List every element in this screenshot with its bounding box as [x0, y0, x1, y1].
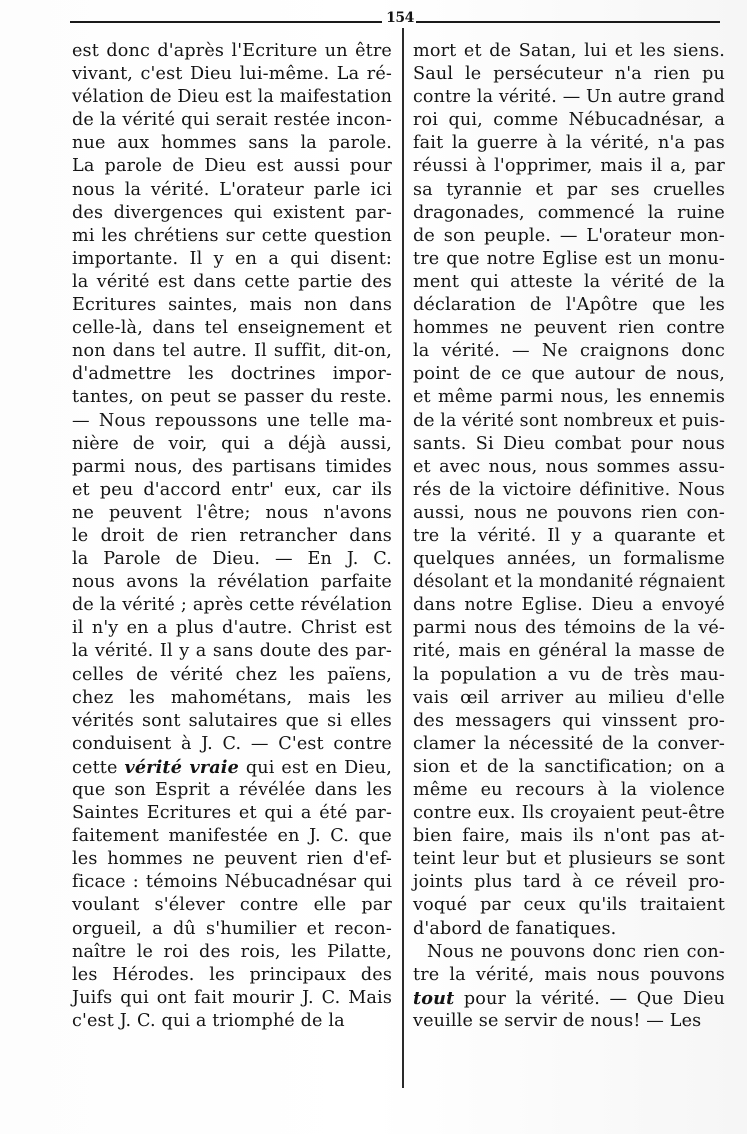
text-line	[413, 987, 725, 1010]
text-line: voulant s'élever contre elle par	[72, 895, 392, 916]
text-line	[72, 756, 392, 779]
text-line: vélation de Dieu est la maifestation	[72, 87, 393, 108]
text-line: rité, mais en général la masse de	[413, 641, 725, 662]
text-line: joints plus tard à ce réveil pro-	[413, 872, 725, 893]
text-line: vérités sont salutaires que si elles	[72, 710, 392, 731]
text-line: aussi, nous ne pouvons rien con-	[413, 502, 725, 523]
text-line: bien faire, mais ils n'ont pas at-	[413, 826, 725, 847]
header-rule-right	[416, 21, 720, 23]
text-line: teint leur but et plusieurs se sont	[413, 849, 725, 870]
text-line: Saul le persécuteur n'a rien pu	[413, 64, 725, 85]
text-line: Juifs qui ont fait mourir J. C. Mais	[72, 987, 392, 1008]
text-line: veuille se servir de nous! — Les	[413, 1010, 702, 1031]
text-line: sion et de la sanctification; on a	[413, 756, 725, 777]
text-line: ne peuvent l'être; nous n'avons	[72, 502, 392, 523]
page-number: 154	[386, 10, 414, 26]
text-line: nière de voir, qui a déjà aussi,	[72, 433, 392, 454]
text-run: pour la vérité. — Que Dieu	[454, 988, 725, 1009]
text-line: nue aux hommes sans la parole.	[72, 133, 392, 154]
text-line: le droit de rien retrancher dans	[72, 525, 392, 546]
text-line: de la vérité sont nombreux et puis-	[413, 410, 726, 431]
text-line: la population a vu de très mau-	[413, 664, 725, 685]
text-line: sants. Si Dieu combat pour nous	[413, 433, 725, 454]
text-line: — Nous repoussons une telle ma-	[72, 410, 392, 431]
text-line: vivant, c'est Dieu lui-même. La ré-	[72, 64, 392, 85]
left-column	[72, 40, 392, 1033]
text-line: il n'y en a plus d'autre. Christ est	[72, 618, 392, 639]
text-line: Ecritures saintes, mais non dans	[72, 295, 392, 316]
text-line: clamer la nécessité de la conver-	[413, 733, 725, 754]
text-line: orgueil, a dû s'humilier et recon-	[72, 918, 392, 939]
text-run: cette	[72, 757, 125, 778]
text-line: que son Esprit a révélée dans les	[72, 780, 392, 800]
italic-emphasis: tout	[413, 987, 455, 1009]
text-line: non dans tel autre. Il suffit, dit-on,	[72, 341, 392, 362]
text-line: dragonades, commencé la ruine	[413, 202, 725, 223]
text-line: parmi nous, des partisans timides	[72, 456, 392, 477]
header-rule-left	[70, 21, 382, 23]
text-line: Saintes Ecritures et qui a été par-	[72, 803, 392, 824]
text-line: de la vérité ; après cette révélation	[72, 595, 392, 616]
text-line: nous avons la révélation parfaite	[72, 572, 392, 593]
right-column	[413, 40, 725, 1033]
text-line: fait la guerre à la vérité, n'a pas	[413, 133, 725, 154]
text-line: tre la vérité. Il y a quarante et	[413, 525, 725, 546]
text-line: roi qui, comme Nébucadnésar, a	[413, 110, 725, 131]
text-line: et peu d'accord entr' eux, car ils	[72, 479, 392, 500]
text-line: contre la vérité. — Un autre grand	[413, 87, 725, 108]
text-line: naître le roi des rois, les Pilatte,	[72, 941, 392, 962]
text-line: de la vérité qui serait restée incon-	[72, 110, 392, 131]
text-line: même eu recours à la violence	[413, 780, 725, 800]
text-line: ment qui atteste la vérité de la	[413, 271, 725, 292]
text-line: mi les chrétiens sur cette question	[72, 225, 392, 246]
text-line: chez les mahométans, mais les	[72, 687, 392, 708]
text-line: parmi nous des témoins de la vé-	[413, 618, 725, 639]
text-line: dans notre Eglise. Dieu a envoyé	[413, 595, 725, 616]
text-line: désolant et la mondanité régnaient	[413, 572, 725, 593]
text-line: faitement manifestée en J. C. que	[72, 826, 392, 847]
text-line: de son peuple. — L'orateur mon-	[413, 225, 725, 246]
text-line: celles de vérité chez les païens,	[72, 664, 392, 685]
text-line: importante. Il y en a qui disent:	[72, 248, 392, 269]
text-line: mort et de Satan, lui et les siens.	[413, 41, 725, 61]
text-line: voqué par ceux qu'ils traitaient	[413, 895, 725, 916]
text-line: conduisent à J. C. — C'est contre	[72, 733, 392, 754]
text-line: vais œil arriver au milieu d'elle	[413, 687, 725, 708]
column-divider	[402, 28, 404, 1088]
text-run: qui est en Dieu,	[238, 757, 392, 778]
text-line: des messagers qui vinssent pro-	[413, 710, 725, 731]
text-line: quelques années, un formalisme	[413, 549, 725, 570]
text-line: point de ce que autour de nous,	[413, 364, 725, 385]
text-line: est donc d'après l'Ecriture un être	[72, 41, 392, 61]
text-line: les hommes ne peuvent rien d'ef-	[72, 849, 392, 870]
text-line: rés de la victoire définitive. Nous	[413, 479, 725, 500]
text-line: d'admettre les doctrines impor-	[72, 364, 392, 385]
text-line: les Hérodes. les principaux des	[72, 964, 392, 985]
text-line: et même parmi nous, les ennemis	[413, 387, 725, 408]
text-line: ficace : témoins Nébucadnésar qui	[72, 872, 392, 893]
text-line: d'abord de fanatiques.	[413, 918, 617, 939]
text-line: la vérité. Il y a sans doute des par-	[72, 641, 392, 662]
text-line: La parole de Dieu est aussi pour	[72, 156, 392, 177]
text-line: hommes ne peuvent rien contre	[413, 318, 725, 339]
text-line: et avec nous, nous sommes assu-	[413, 456, 725, 477]
text-line: réussi à l'opprimer, mais il a, par	[413, 156, 725, 177]
text-line: tre la vérité, mais nous pouvons	[413, 964, 725, 985]
text-line: c'est J. C. qui a triomphé de la	[72, 1010, 345, 1031]
text-line: la vérité est dans cette partie des	[72, 271, 392, 292]
italic-emphasis: vérité vraie	[124, 756, 239, 778]
text-line: contre eux. Ils croyaient peut-être	[413, 803, 725, 824]
text-line: nous la vérité. L'orateur parle ici	[72, 179, 392, 200]
page-header	[70, 6, 720, 30]
text-line: tre que notre Eglise est un monu-	[413, 248, 725, 269]
text-line: celle-là, dans tel enseignement et	[72, 318, 392, 339]
text-line: des divergences qui existent par-	[72, 202, 392, 223]
text-line: sa tyrannie et par ses cruelles	[413, 179, 725, 200]
text-line: la vérité. — Ne craignons donc	[413, 341, 725, 362]
text-line: tantes, on peut se passer du reste.	[72, 387, 392, 408]
text-line: la Parole de Dieu. — En J. C.	[72, 549, 392, 570]
text-line: Nous ne pouvons donc rien con-	[427, 941, 725, 962]
text-line: déclaration de l'Apôtre que les	[413, 295, 725, 316]
